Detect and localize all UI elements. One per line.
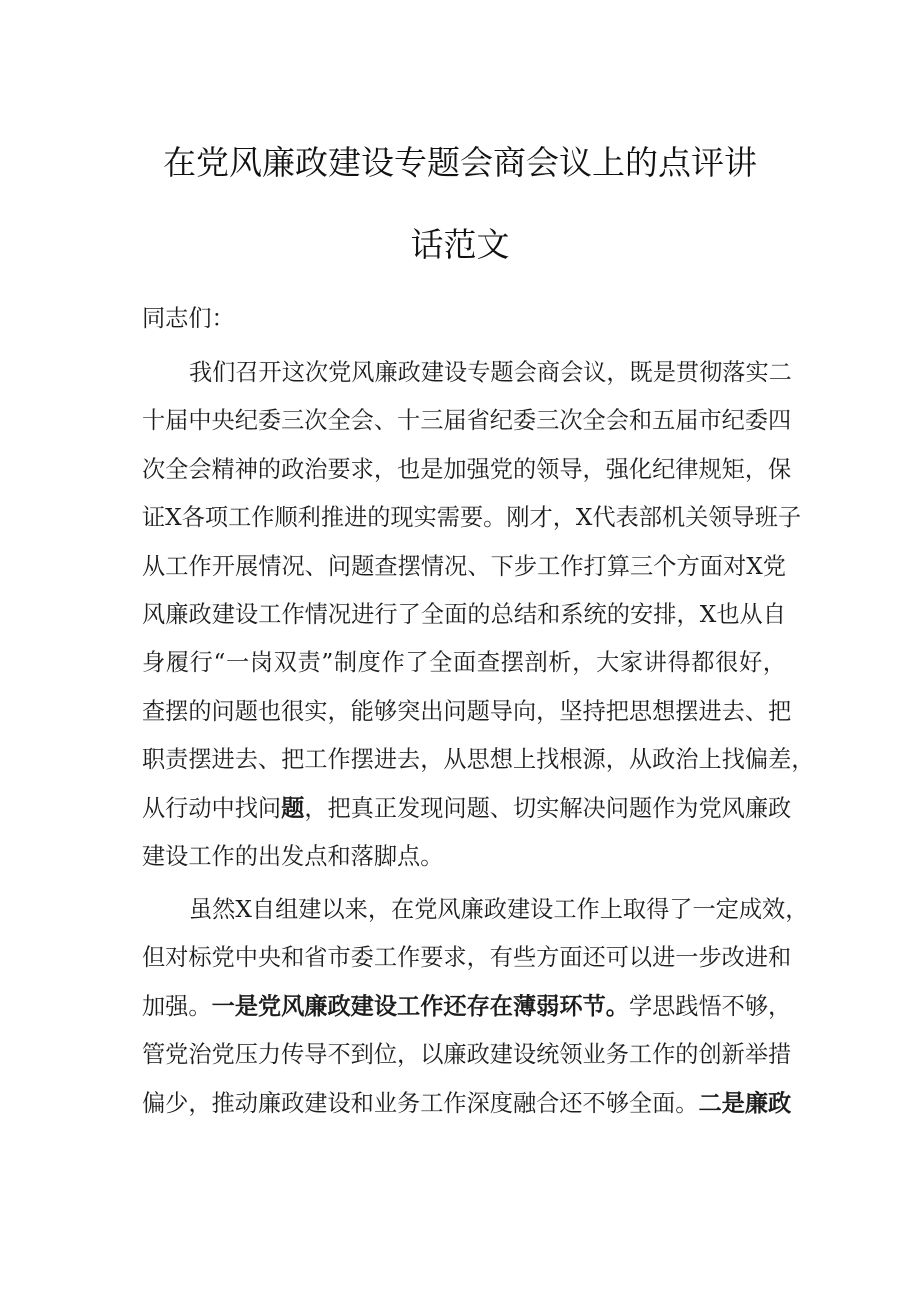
document-title-line-2: 话范文 [410,225,510,264]
salutation: 同志们： [142,305,235,332]
paragraph-2-line-5 [142,1087,792,1135]
paragraph-2 [142,893,809,1135]
paragraph-1-line-11: 建设工作的出发点和落脚点。 [142,842,444,870]
paragraph-1-line-7: 身履行“一岗双责”制度作了全面查摆剖析，大家讲得都很好， [142,649,786,677]
line-10-text-before: 从行动中找问 [142,794,282,822]
point-one-heading: 一是党风廉政建设工作还存在薄弱环节。 [211,992,629,1020]
line-10-bold-char: 题 [281,794,305,822]
paragraph-1-line-10 [142,792,792,840]
paragraph-2-line-1: 虽然X自组建以来，在党风廉政建设工作上取得了一定成效， [189,896,809,923]
paragraph-1-line-8: 查摆的问题也很实，能够突出问题导向，坚持把思想摆进去、把 [142,697,792,725]
paragraph-2-line-3 [142,990,792,1038]
paragraph-1-line-3: 次全会精神的政治要求，也是加强党的领导，强化纪律规矩，保 [142,455,792,483]
paragraph-1-line-1: 我们召开这次党风廉政建设专题会商会议，既是贯彻落实二 [189,359,792,386]
paragraph-2-line-4: 管党治党压力传导不到位，以廉政建设统领业务工作的创新举措 [142,1041,792,1069]
point-two-heading: 二是廉政 [698,1089,792,1117]
paragraph-1 [142,356,815,888]
paragraph-1-line-4: 证X各项工作顺利推进的现实需要。刚才，X代表部机关领导班子 [142,504,802,532]
line-3-prefix: 加强。 [142,992,212,1020]
line-10-text-after: ，把真正发现问题、切实解决问题作为党风廉政 [304,794,792,822]
paragraph-1-line-9: 职责摆进去、把工作摆进去，从思想上找根源，从政治上找偏差， [142,746,815,774]
line-3-suffix: 学思践悟不够， [628,992,792,1020]
paragraph-2-line-2: 但对标党中央和省市委工作要求，有些方面还可以进一步改进和 [142,944,792,972]
paragraph-1-line-5: 从工作开展情况、问题查摆情况、下步工作打算三个方面对X党 [142,552,786,580]
document-title-line-1: 在党风廉政建设专题会商会议上的点评讲 [163,143,757,182]
paragraph-1-line-6: 风廉政建设工作情况进行了全面的总结和系统的安排，X也从自 [142,600,786,628]
line-5-prefix: 偏少，推动廉政建设和业务工作深度融合还不够全面。 [142,1089,699,1117]
paragraph-1-line-2: 十届中央纪委三次全会、十三届省纪委三次全会和五届市纪委四 [142,407,792,435]
